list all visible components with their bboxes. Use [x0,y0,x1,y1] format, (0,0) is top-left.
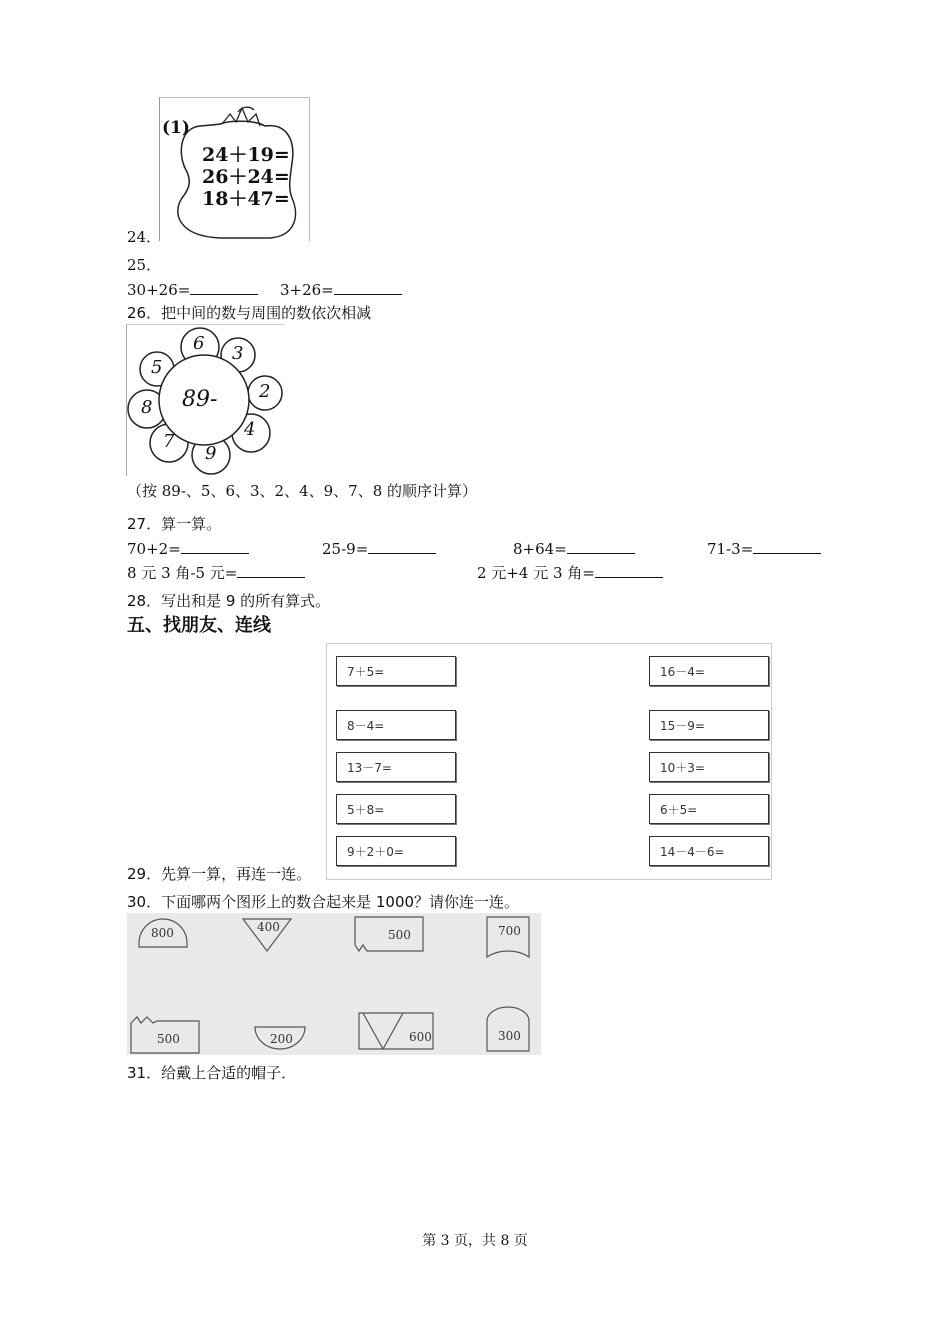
right-equation-box[interactable]: 15－9= [649,710,769,740]
answer-blank[interactable] [567,539,635,554]
left-equation-box[interactable]: 8－4= [336,710,456,740]
q27-expression: 71-3= [707,540,754,558]
shape-number: 500 [157,1032,180,1046]
q24-equation: 24＋19= [202,144,290,166]
left-equation-box[interactable]: 13－7= [336,752,456,782]
q24-equation: 26＋24= [202,166,290,188]
q27-item [513,539,635,558]
question-29-label: 29．先算一算，再连一连。 [127,865,312,883]
q27-expression: 2 元+4 元 3 角= [477,564,595,582]
q27-expression: 8+64= [513,540,567,558]
left-equation-box[interactable]: 5＋8= [336,794,456,824]
q27-item [127,539,249,558]
answer-blank[interactable] [237,563,305,578]
question-30-label: 30．下面哪两个图形上的数合起来是 1000？请你连一连。 [127,893,520,911]
q24-equation: 18＋47= [202,188,290,210]
left-equation-box[interactable]: 7＋5= [336,656,456,686]
q27-item [322,539,436,558]
question-24-label: 24． [127,228,162,246]
q27-item [707,539,821,558]
shape-number: 400 [257,920,280,934]
answer-blank[interactable] [595,563,663,578]
q26-note: （按 89-、5、6、3、2、4、9、7、8 的顺序计算） [127,482,478,500]
page-footer: 第 3 页，共 8 页 [422,1233,528,1249]
figure-tag: (1) [162,118,190,138]
q24-figure [159,97,310,241]
shape-number: 800 [151,926,174,940]
q25-expression: 3+26= [280,281,334,299]
q25-item [280,280,402,299]
question-26-label: 26．把中间的数与周围的数依次相减 [127,304,372,322]
right-equation-box[interactable]: 16－4= [649,656,769,686]
center-number: 89- [182,387,218,412]
petal-number: 4 [244,419,256,440]
question-31-label: 31．给戴上合适的帽子． [127,1064,297,1082]
q27-expression: 70+2= [127,540,181,558]
petal-number: 2 [259,381,271,402]
shape-number: 700 [498,924,521,938]
q27-expression: 8 元 3 角-5 元= [127,564,238,582]
answer-blank[interactable] [334,280,402,295]
petal-number: 7 [163,431,175,452]
left-equation-box[interactable]: 9＋2＋0= [336,836,456,866]
q26-flower-figure [126,324,285,476]
shape-number: 300 [498,1029,521,1043]
shape-number: 200 [270,1032,293,1046]
question-25-label: 25． [127,256,162,274]
petal-number: 5 [151,357,163,378]
q29-matching-figure [326,643,772,880]
q27-expression: 25-9= [322,540,369,558]
answer-blank[interactable] [190,280,258,295]
q25-item [127,280,258,299]
right-equation-box[interactable]: 14－4－6= [649,836,769,866]
shapes-diagram [127,913,541,1055]
question-28-label: 28．写出和是 9 的所有算式。 [127,592,331,610]
petal-number: 9 [205,443,217,464]
q27-item [477,563,663,582]
shape-number: 500 [388,928,411,942]
answer-blank[interactable] [368,539,436,554]
right-equation-box[interactable]: 6＋5= [649,794,769,824]
answer-blank[interactable] [181,539,249,554]
q27-item [127,563,305,582]
answer-blank[interactable] [753,539,821,554]
q30-shapes-figure [127,913,541,1055]
right-equation-box[interactable]: 10＋3= [649,752,769,782]
question-27-label: 27．算一算。 [127,515,222,533]
petal-number: 3 [232,343,244,364]
q25-expression: 30+26= [127,281,191,299]
petal-number: 8 [141,397,153,418]
section-title: 五、找朋友、连线 [127,615,271,636]
shape-number: 600 [409,1030,432,1044]
petal-number: 6 [193,333,205,354]
